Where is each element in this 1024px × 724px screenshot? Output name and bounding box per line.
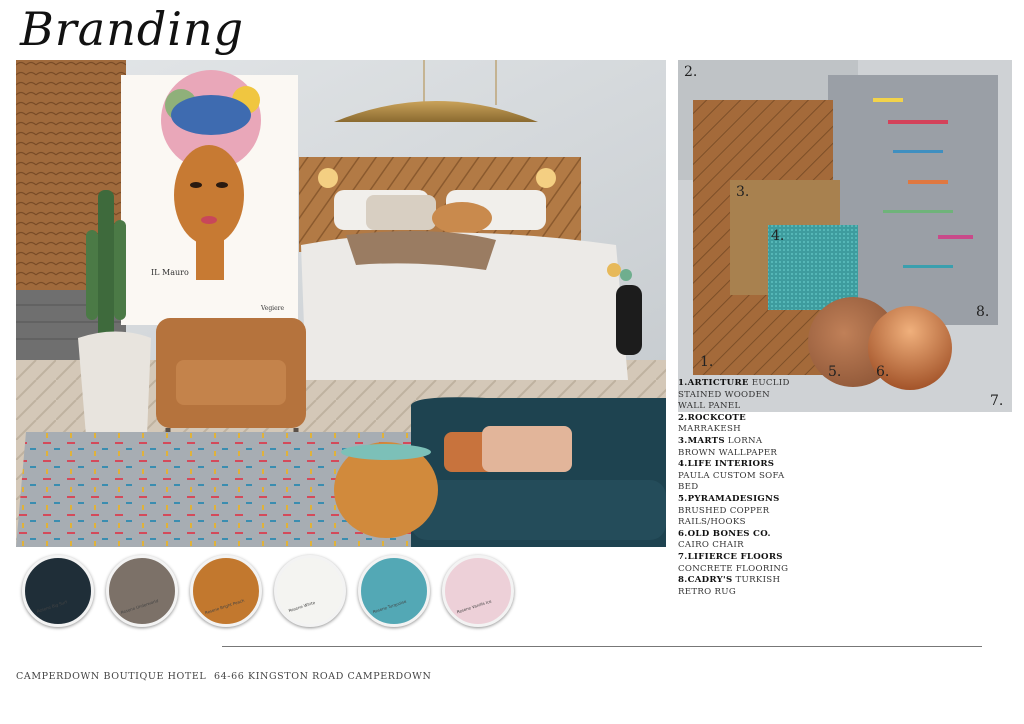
- legend-description: EUCLID: [748, 378, 790, 388]
- legend-line: [678, 517, 828, 529]
- legend-line: [678, 587, 828, 599]
- room-collage-image: [16, 60, 666, 547]
- legend-description: STAINED WOODEN: [678, 389, 770, 400]
- paint-swatch: [22, 555, 94, 627]
- legend-description: PAULA CUSTOM SOFA: [678, 470, 785, 481]
- legend-line: [678, 494, 828, 506]
- page-title: Branding: [20, 2, 245, 56]
- legend-line: [678, 575, 828, 587]
- paint-swatch-label: Resene White: [287, 599, 316, 614]
- legend-brand: 6.OLD BONES CO.: [678, 528, 771, 539]
- paint-swatch: [358, 555, 430, 627]
- paint-swatch: [442, 555, 514, 627]
- legend-line: [678, 506, 828, 518]
- paint-swatch: [106, 555, 178, 627]
- legend-description: BED: [678, 482, 699, 493]
- legend-description: BROWN WALLPAPER: [678, 447, 778, 458]
- material-label-6: 6.: [876, 364, 890, 380]
- material-label-7: 7.: [990, 393, 1004, 409]
- legend-line: [678, 459, 828, 471]
- legend-line: [678, 564, 828, 576]
- legend-brand: 4.LIFE INTERIORS: [678, 459, 775, 470]
- material-samples-board: [678, 60, 1012, 412]
- paint-swatch-label: Resene Vanilla Ice: [456, 598, 493, 615]
- legend-brand: 8.CADRY'S: [678, 575, 733, 586]
- paint-swatch-label: Resene Big Surf: [36, 599, 68, 614]
- legend-line: [678, 436, 828, 448]
- legend-description: MARRAKESH: [678, 424, 741, 435]
- legend-line: [678, 448, 828, 460]
- material-label-5: 5.: [828, 364, 842, 380]
- legend-line: [678, 529, 828, 541]
- paint-swatch: [190, 555, 262, 627]
- art-signature-2: Vegiere: [261, 305, 285, 312]
- hotel-address: 64-66 KINGSTON ROAD CAMPERDOWN: [214, 671, 432, 682]
- legend-brand: 2.ROCKCOTE: [678, 412, 746, 423]
- legend-description: RAILS/HOOKS: [678, 517, 746, 528]
- legend-line: [678, 378, 828, 390]
- legend-description: CAIRO CHAIR: [678, 540, 744, 551]
- paint-swatch-label: Resene Turquoise: [372, 598, 407, 615]
- material-label-4: 4.: [771, 228, 785, 244]
- legend-line: [678, 482, 828, 494]
- legend-line: [678, 540, 828, 552]
- material-samples-image: [678, 60, 1012, 412]
- room-collage: [16, 60, 666, 547]
- material-label-3: 3.: [736, 184, 750, 200]
- art-signature-1: IL Mauro: [151, 268, 189, 277]
- hotel-name: CAMPERDOWN BOUTIQUE HOTEL: [16, 671, 207, 682]
- legend-description: RETRO RUG: [678, 586, 737, 597]
- legend-description: BRUSHED COPPER: [678, 505, 770, 516]
- material-label-1: 1.: [700, 354, 714, 370]
- legend-line: [678, 471, 828, 483]
- legend-description: TURKISH: [732, 575, 781, 586]
- material-label-2: 2.: [684, 64, 698, 80]
- paint-swatch-label: Resene Bright Peach: [204, 597, 245, 616]
- legend-description: CONCRETE FLOORING: [678, 563, 789, 574]
- legend-brand: 5.PYRAMADESIGNS: [678, 493, 780, 504]
- legend-line: [678, 413, 828, 425]
- legend-description: LORNA: [724, 435, 763, 446]
- legend-brand: 1.ARTICTURE: [678, 378, 749, 388]
- supplier-legend: [678, 378, 828, 598]
- legend-line: [678, 424, 828, 436]
- footer-divider: [222, 646, 982, 647]
- paint-swatch: [274, 555, 346, 627]
- legend-line: [678, 390, 828, 402]
- legend-line: [678, 401, 828, 413]
- legend-description: WALL PANEL: [678, 401, 741, 412]
- paint-swatch-label: Resene Underworld: [120, 598, 159, 615]
- legend-brand: 3.MARTS: [678, 435, 725, 446]
- material-label-8: 8.: [976, 304, 990, 320]
- legend-brand: 7.LIFIERCE FLOORS: [678, 551, 783, 562]
- legend-line: [678, 552, 828, 564]
